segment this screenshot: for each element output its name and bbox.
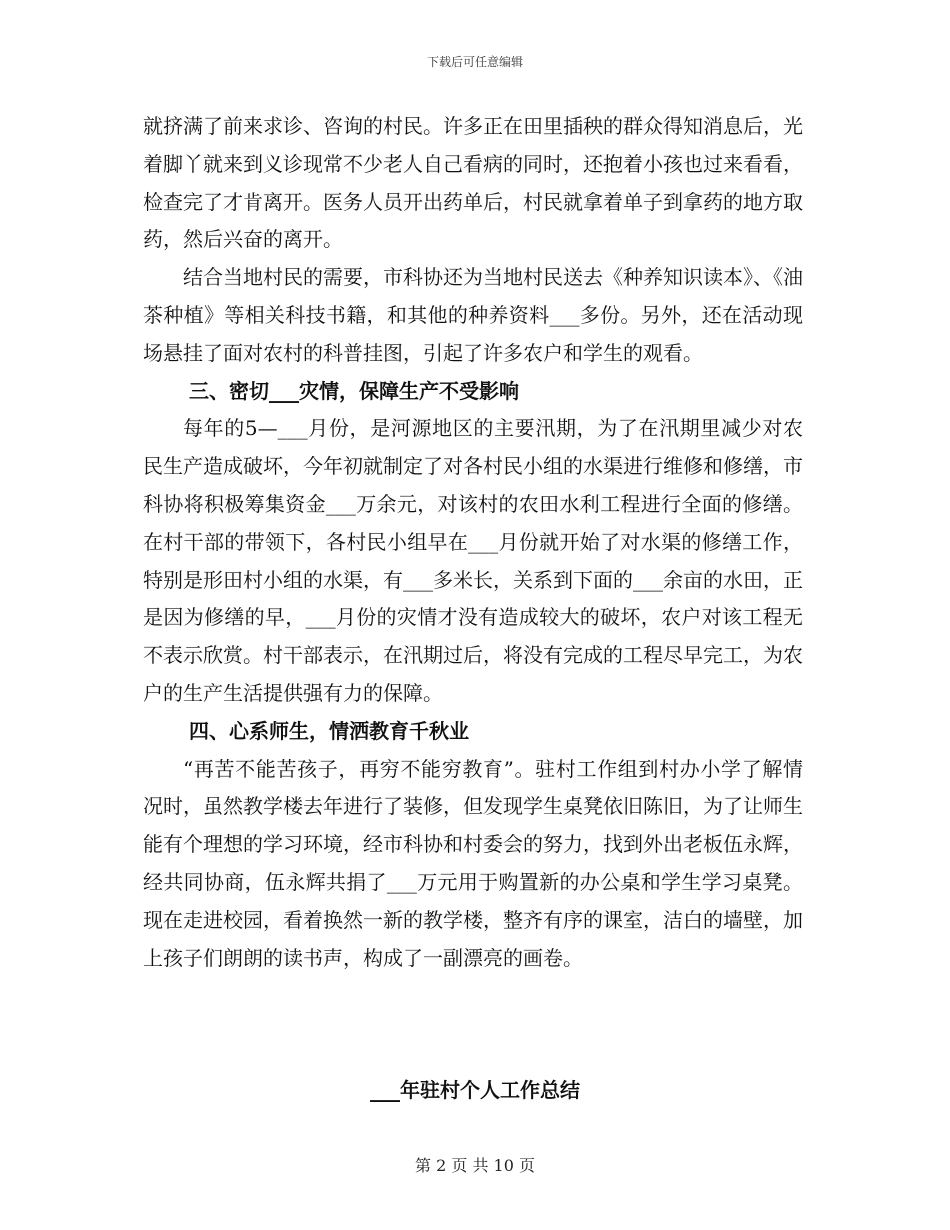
paragraph-school-desks: “再苦不能苦孩子，再穷不能穷教育”。驻村工作组到村办小学了解情况时，虽然教学楼去年进行了装修，但发现学生桌凳依旧陈旧，为了让师生能有个理想的学习环境，经市科协和村委会的努力，找到外出老板伍永辉，经共同协商，伍永辉共捐了___万元用于购置新的办公桌和学生学习桌凳。现在走进校园，看着换然一新的教学楼，整齐有序的课室，洁白的墙壁，加上孩子们朗朗的读书声，构成了一副漂亮的画卷。 — [143, 756, 803, 970]
section-heading-disaster: 三、密切___灾情，保障生产不受影响 — [189, 378, 519, 403]
document-body — [143, 108, 803, 977]
paragraph-science-books: 结合当地村民的需要，市科协还为当地村民送去《种养知识读本》、《油茶种植》等相关科技书籍，和其他的种养资料___多份。另外，还在活动现场悬挂了面对农村的科普挂图，引起了许多农户和学生的观看。 — [143, 265, 803, 365]
page-header-note: 下载后可任意编辑 — [426, 55, 523, 69]
page-number-footer: 第 2 页 共 10 页 — [415, 1156, 535, 1175]
section-heading-education: 四、心系师生，情洒教育千秋业 — [189, 718, 469, 743]
paragraph-villagers-clinic: 就挤满了前来求诊、咨询的村民。许多正在田里插秧的群众得知消息后，光着脚丫就来到义诊现常不少老人自己看病的同时，还抱着小孩也过来看看，检查完了才肯离开。医务人员开出药单后，村民就拿着单子到拿药的地方取药，然后兴奋的离开。 — [143, 114, 803, 252]
paragraph-flood-season: 每年的5—___月份，是河源地区的主要汛期，为了在汛期里减少对农民生产造成破坏，今年初就制定了对各村民小组的水渠进行维修和修缮，市科协将积极筹集资金___万余元，对该村的农田水利工程进行全面的修缮。在村干部的带领下，各村民小组早在___月份就开始了对水渠的修缮工作，特别是形田村小组的水渠，有___多米长，关系到下面的___余亩的水田，正是因为修缮的早，___月份的灾情才没有造成较大的破坏，农户对该工程无不表示欣赏。村干部表示，在汛期过后，将没有完成的工程尽早完工，为农户的生产生活提供强有力的保障。 — [143, 416, 803, 705]
next-document-title: ___年驻村个人工作总结 — [370, 1078, 580, 1102]
